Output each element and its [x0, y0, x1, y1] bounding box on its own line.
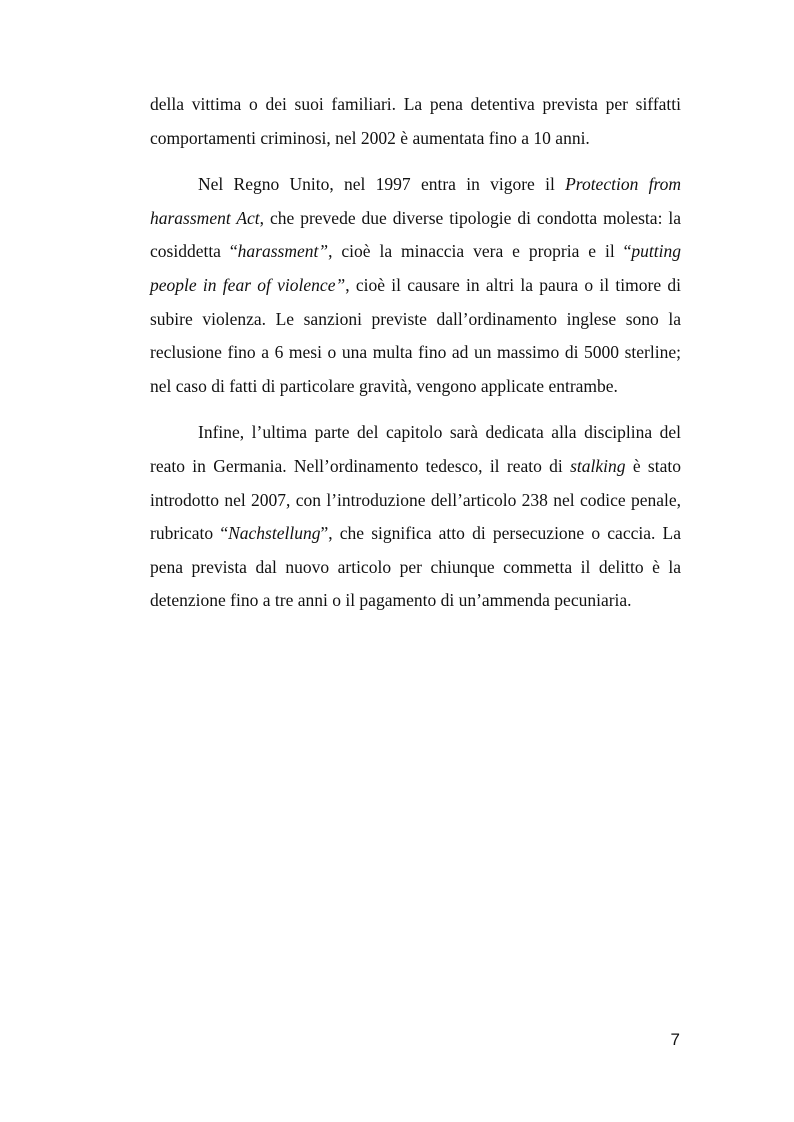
- paragraph-3-text: ”, che significa atto di persecuzione o caccia. La pena prevista dal nuovo articolo per chiunque commetta il delitto è la detenzione fino a tre anni o il pagamento di un’ammenda pecuniaria.: [150, 523, 681, 611]
- paragraph-2-italic-harassment: harassment”: [237, 241, 329, 262]
- paragraph-2-text: Nel Regno Unito, nel 1997 entra in vigore il: [198, 174, 566, 195]
- paragraph-1-text: della vittima o dei suoi familiari. La pena detentiva prevista per siffatti comportamenti criminosi, nel 2002 è aumentata fino a 10 anni.: [150, 94, 681, 148]
- document-body: [150, 88, 681, 618]
- paragraph-1: [150, 88, 681, 155]
- paragraph-3-text: è stato introdotto nel 2007, con l’introduzione dell’articolo 238 nel codice penale, rubricato “: [150, 455, 681, 544]
- paragraph-2-text: , cioè il causare in altri la paura o il timore di subire violenza. Le sanzioni previste dall’ordinamento inglese sono la reclusione fino a 6 mesi o una multa fino ad un massimo di 5000 sterline; nel caso di fatti di particolare gravità, vengono applicate entrambe.: [150, 274, 681, 396]
- paragraph-3-italic-nachstellung: Nachstellung: [228, 523, 321, 544]
- paragraph-2: [150, 168, 681, 403]
- paragraph-2-text: , che prevede due diverse tipologie di condotta molesta: la cosiddetta “: [150, 207, 682, 262]
- paragraph-2-text: , cioè la minaccia vera e propria e il “: [328, 241, 632, 262]
- paragraph-3-text: Infine, l’ultima parte del capitolo sarà dedicata alla disciplina del reato in Germania. Nell’ordinamento tedesco, il reato di: [150, 422, 681, 476]
- page-number: 7: [670, 1030, 680, 1049]
- paragraph-2-italic-act: Protection from harassment Act: [150, 174, 682, 228]
- paragraph-3: [150, 416, 681, 618]
- paragraph-2-italic-fear: putting people in fear of violence”: [150, 241, 682, 295]
- paragraph-3-italic-stalking: stalking: [570, 455, 626, 476]
